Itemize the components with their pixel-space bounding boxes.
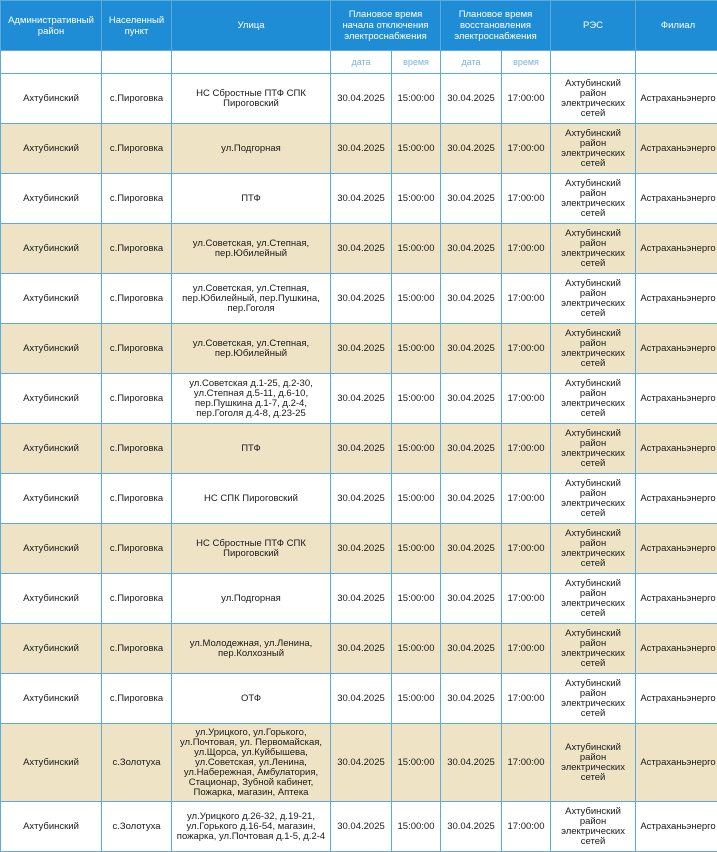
cell-locality: с.Пироговка [102,224,172,274]
cell-on-date: 30.04.2025 [441,424,502,474]
cell-off-time: 15:00:00 [392,802,441,852]
cell-district: Ахтубинский [1,424,102,474]
table-row [1,524,717,574]
cell-on-date: 30.04.2025 [441,124,502,174]
cell-off-date: 30.04.2025 [331,124,392,174]
cell-street: НС Сбростные ПТФ СПК Пироговский [172,524,331,574]
cell-branch: Астраханьэнерго [636,674,717,724]
table-row [1,74,717,124]
cell-on-date: 30.04.2025 [441,624,502,674]
cell-locality: с.Пироговка [102,124,172,174]
cell-street: ПТФ [172,424,331,474]
cell-district: Ахтубинский [1,524,102,574]
cell-res: Ахтубинский район электрических сетей [551,274,636,324]
table-row [1,724,717,802]
cell-locality: с.Золотуха [102,724,172,802]
cell-on-time: 17:00:00 [502,474,551,524]
cell-off-time: 15:00:00 [392,274,441,324]
cell-off-time: 15:00:00 [392,424,441,474]
subheader-on-time: время [502,51,551,74]
cell-on-time: 17:00:00 [502,802,551,852]
cell-on-time: 17:00:00 [502,524,551,574]
cell-district: Ахтубинский [1,174,102,224]
cell-res: Ахтубинский район электрических сетей [551,624,636,674]
cell-res: Ахтубинский район электрических сетей [551,224,636,274]
cell-off-date: 30.04.2025 [331,474,392,524]
cell-res: Ахтубинский район электрических сетей [551,674,636,724]
table-row [1,624,717,674]
cell-district: Ахтубинский [1,674,102,724]
cell-locality: с.Золотуха [102,802,172,852]
header-res: РЭС [551,1,636,51]
table-row [1,574,717,624]
cell-off-time: 15:00:00 [392,474,441,524]
cell-branch: Астраханьэнерго [636,74,717,124]
subheader-empty [636,51,717,74]
cell-branch: Астраханьэнерго [636,624,717,674]
cell-district: Ахтубинский [1,224,102,274]
cell-district: Ахтубинский [1,574,102,624]
cell-on-time: 17:00:00 [502,424,551,474]
cell-off-time: 15:00:00 [392,674,441,724]
cell-off-date: 30.04.2025 [331,274,392,324]
subheader-off-date: дата [331,51,392,74]
cell-street: НС Сбростные ПТФ СПК Пироговский [172,74,331,124]
cell-off-time: 15:00:00 [392,324,441,374]
cell-branch: Астраханьэнерго [636,324,717,374]
cell-on-time: 17:00:00 [502,724,551,802]
cell-off-date: 30.04.2025 [331,724,392,802]
cell-on-date: 30.04.2025 [441,674,502,724]
cell-off-date: 30.04.2025 [331,674,392,724]
cell-on-date: 30.04.2025 [441,174,502,224]
cell-off-date: 30.04.2025 [331,374,392,424]
cell-res: Ахтубинский район электрических сетей [551,124,636,174]
table-row [1,174,717,224]
cell-district: Ахтубинский [1,474,102,524]
cell-res: Ахтубинский район электрических сетей [551,524,636,574]
cell-street: ул.Молодежная, ул.Ленина, пер.Колхозный [172,624,331,674]
subheader-empty [102,51,172,74]
header-district: Административный район [1,1,102,51]
cell-locality: с.Пироговка [102,524,172,574]
cell-locality: с.Пироговка [102,274,172,324]
cell-off-date: 30.04.2025 [331,424,392,474]
cell-street: ПТФ [172,174,331,224]
cell-district: Ахтубинский [1,724,102,802]
cell-off-date: 30.04.2025 [331,74,392,124]
cell-locality: с.Пироговка [102,324,172,374]
cell-street: ул.Советская, ул.Степная, пер.Юбилейный [172,324,331,374]
cell-branch: Астраханьэнерго [636,474,717,524]
cell-res: Ахтубинский район электрических сетей [551,74,636,124]
cell-branch: Астраханьэнерго [636,124,717,174]
header-restore-time: Плановое время восстановления электроснабжения [441,1,551,51]
cell-on-time: 17:00:00 [502,224,551,274]
cell-street: ул.Подгорная [172,124,331,174]
cell-locality: с.Пироговка [102,474,172,524]
cell-street: ул.Советская, ул.Степная, пер.Юбилейный [172,224,331,274]
cell-res: Ахтубинский район электрических сетей [551,724,636,802]
cell-on-date: 30.04.2025 [441,324,502,374]
table-body [1,74,717,852]
cell-on-date: 30.04.2025 [441,474,502,524]
cell-on-time: 17:00:00 [502,174,551,224]
cell-branch: Астраханьэнерго [636,374,717,424]
header-locality: Населенный пункт [102,1,172,51]
cell-off-time: 15:00:00 [392,574,441,624]
cell-on-time: 17:00:00 [502,574,551,624]
cell-district: Ахтубинский [1,324,102,374]
cell-district: Ахтубинский [1,802,102,852]
cell-branch: Астраханьэнерго [636,274,717,324]
cell-off-time: 15:00:00 [392,624,441,674]
subheader-empty [551,51,636,74]
cell-off-time: 15:00:00 [392,224,441,274]
cell-off-time: 15:00:00 [392,174,441,224]
cell-off-time: 15:00:00 [392,724,441,802]
cell-district: Ахтубинский [1,124,102,174]
cell-locality: с.Пироговка [102,624,172,674]
table-row [1,274,717,324]
cell-off-time: 15:00:00 [392,374,441,424]
header-off-time: Плановое время начала отключения электроснабжения [331,1,441,51]
cell-res: Ахтубинский район электрических сетей [551,474,636,524]
cell-res: Ахтубинский район электрических сетей [551,424,636,474]
cell-on-date: 30.04.2025 [441,524,502,574]
table-row [1,374,717,424]
cell-locality: с.Пироговка [102,674,172,724]
cell-branch: Астраханьэнерго [636,724,717,802]
cell-street: ул.Советская д.1-25, д.2-30, ул.Степная д.5-11, д.6-10, пер.Пушкина д.1-7, д.2-4, пер.Гоголя д.4-8, д.23-25 [172,374,331,424]
cell-on-date: 30.04.2025 [441,574,502,624]
cell-district: Ахтубинский [1,624,102,674]
table-row [1,424,717,474]
cell-res: Ахтубинский район электрических сетей [551,802,636,852]
cell-locality: с.Пироговка [102,74,172,124]
cell-on-time: 17:00:00 [502,124,551,174]
cell-on-date: 30.04.2025 [441,374,502,424]
cell-branch: Астраханьэнерго [636,424,717,474]
cell-off-date: 30.04.2025 [331,324,392,374]
cell-res: Ахтубинский район электрических сетей [551,374,636,424]
table-row [1,802,717,852]
cell-res: Ахтубинский район электрических сетей [551,324,636,374]
cell-locality: с.Пироговка [102,424,172,474]
cell-off-date: 30.04.2025 [331,524,392,574]
subheader-empty [172,51,331,74]
cell-off-time: 15:00:00 [392,524,441,574]
cell-district: Ахтубинский [1,74,102,124]
cell-branch: Астраханьэнерго [636,574,717,624]
cell-on-date: 30.04.2025 [441,224,502,274]
cell-on-date: 30.04.2025 [441,74,502,124]
cell-street: ОТФ [172,674,331,724]
cell-locality: с.Пироговка [102,174,172,224]
cell-locality: с.Пироговка [102,374,172,424]
cell-street: ул.Урицкого, ул.Горького, ул.Почтовая, ул. Первомайская, ул.Щорса, ул.Куйбышева, ул.Советская, ул.Ленина, ул.Набережная, Амбулатория, Стационар, Зубной кабинет, Пожарка, магазин, Аптека [172,724,331,802]
cell-off-date: 30.04.2025 [331,174,392,224]
cell-res: Ахтубинский район электрических сетей [551,574,636,624]
cell-off-time: 15:00:00 [392,124,441,174]
cell-district: Ахтубинский [1,274,102,324]
table-row [1,324,717,374]
cell-on-date: 30.04.2025 [441,802,502,852]
cell-on-time: 17:00:00 [502,74,551,124]
cell-on-time: 17:00:00 [502,274,551,324]
cell-street: ул.Советская, ул.Степная, пер.Юбилейный, пер.Пушкина, пер.Гоголя [172,274,331,324]
table-row [1,124,717,174]
cell-on-date: 30.04.2025 [441,274,502,324]
cell-district: Ахтубинский [1,374,102,424]
cell-street: ул.Урицкого д.26-32, д.19-21, ул.Горького д.16-54, магазин, пожарка, ул.Почтовая д.1-5, д.2-4 [172,802,331,852]
cell-street: ул.Подгорная [172,574,331,624]
cell-off-time: 15:00:00 [392,74,441,124]
cell-off-date: 30.04.2025 [331,802,392,852]
cell-off-date: 30.04.2025 [331,224,392,274]
cell-off-date: 30.04.2025 [331,574,392,624]
cell-branch: Астраханьэнерго [636,174,717,224]
cell-branch: Астраханьэнерго [636,802,717,852]
header-branch: Филиал [636,1,717,51]
subheader-off-time: время [392,51,441,74]
table-row [1,474,717,524]
cell-street: НС СПК Пироговский [172,474,331,524]
cell-locality: с.Пироговка [102,574,172,624]
header-street: Улица [172,1,331,51]
table-row [1,224,717,274]
subheader-on-date: дата [441,51,502,74]
cell-on-date: 30.04.2025 [441,724,502,802]
cell-branch: Астраханьэнерго [636,224,717,274]
cell-on-time: 17:00:00 [502,624,551,674]
cell-on-time: 17:00:00 [502,324,551,374]
cell-off-date: 30.04.2025 [331,624,392,674]
table-row [1,674,717,724]
cell-branch: Астраханьэнерго [636,524,717,574]
cell-on-time: 17:00:00 [502,374,551,424]
cell-res: Ахтубинский район электрических сетей [551,174,636,224]
cell-on-time: 17:00:00 [502,674,551,724]
subheader-empty [1,51,102,74]
